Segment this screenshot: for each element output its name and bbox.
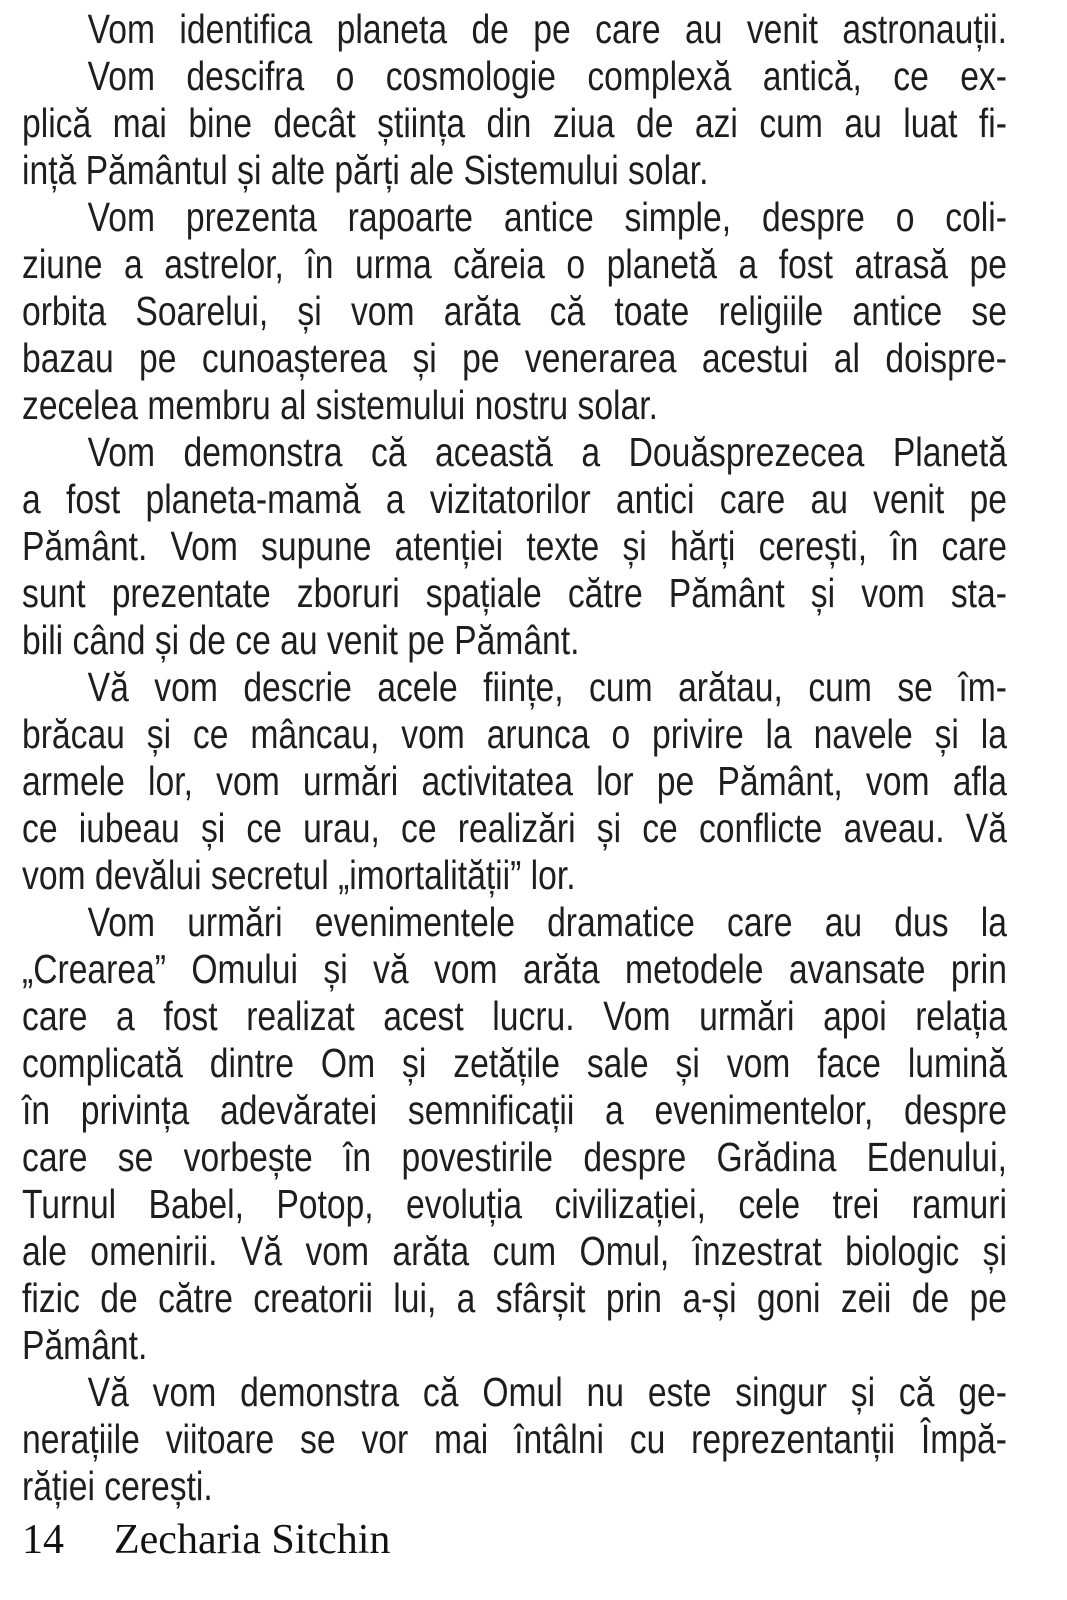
text-line: ce iubeau și ce urau, ce realizări și ce conflicte aveau. Vă xyxy=(22,805,1007,851)
text-line: Vom identifica planeta de pe care au venit astronauții. xyxy=(87,6,1007,52)
page-number: 14 xyxy=(22,1517,64,1563)
text-line: fizic de către creatorii lui, a sfârșit prin a-și goni zeii de pe xyxy=(22,1275,1007,1321)
text-line: zecelea membru al sistemului nostru solar. xyxy=(22,382,658,428)
page-body xyxy=(22,6,1007,1510)
author-running-footer: Zecharia Sitchin xyxy=(114,1517,391,1563)
text-line: orbita Soarelui, și vom arăta că toate religiile antice se xyxy=(22,288,1007,334)
text-line: Vom prezenta rapoarte antice simple, despre o coli- xyxy=(87,194,1007,240)
text-line: Vă vom demonstra că Omul nu este singur și că ge- xyxy=(87,1369,1007,1415)
text-line: vom devălui secretul „imortalității” lor. xyxy=(22,852,576,898)
text-line: complicată dintre Om și zetățile sale și vom face lumină xyxy=(22,1040,1007,1086)
text-line: Vom descifra o cosmologie complexă antică, ce ex- xyxy=(87,53,1007,99)
text-line: Turnul Babel, Potop, evoluția civilizației, cele trei ramuri xyxy=(22,1181,1007,1227)
text-line: care a fost realizat acest lucru. Vom urmări apoi relația xyxy=(22,993,1007,1039)
text-line: ziune a astrelor, în urma căreia o planetă a fost atrasă pe xyxy=(22,241,1007,287)
page-footer xyxy=(22,1516,390,1564)
text-line: bazau pe cunoașterea și pe venerarea acestui al doispre- xyxy=(22,335,1007,381)
text-line: „Crearea” Omului și vă vom arăta metodele avansate prin xyxy=(22,946,1007,992)
text-line: armele lor, vom urmări activitatea lor pe Pământ, vom afla xyxy=(22,758,1007,804)
text-line: ință Pământul și alte părți ale Sistemului solar. xyxy=(22,147,709,193)
text-line: a fost planeta-mamă a vizitatorilor antici care au venit pe xyxy=(22,476,1007,522)
text-line: în privința adevăratei semnificații a evenimentelor, despre xyxy=(22,1087,1007,1133)
text-line: Vom urmări evenimentele dramatice care au dus la xyxy=(87,899,1007,945)
text-line: Pământ. xyxy=(22,1322,148,1368)
text-line: Vom demonstra că această a Douăsprezecea Planetă xyxy=(87,429,1007,475)
text-line: brăcau și ce mâncau, vom arunca o privire la navele și la xyxy=(22,711,1007,757)
text-line: sunt prezentate zboruri spațiale către Pământ și vom sta- xyxy=(22,570,1007,616)
text-line: ale omenirii. Vă vom arăta cum Omul, înzestrat biologic și xyxy=(22,1228,1007,1274)
text-line: care se vorbește în povestirile despre Grădina Edenului, xyxy=(22,1134,1007,1180)
text-line: răției cerești. xyxy=(22,1463,213,1509)
text-line: Pământ. Vom supune atenției texte și hărți cerești, în care xyxy=(22,523,1007,569)
text-line: plică mai bine decât știința din ziua de azi cum au luat fi- xyxy=(22,100,1007,146)
text-line: Vă vom descrie acele ființe, cum arătau, cum se îm- xyxy=(87,664,1007,710)
text-line: nerațiile viitoare se vor mai întâlni cu reprezentanții Împă- xyxy=(22,1416,1007,1462)
text-line: bili când și de ce au venit pe Pământ. xyxy=(22,617,580,663)
